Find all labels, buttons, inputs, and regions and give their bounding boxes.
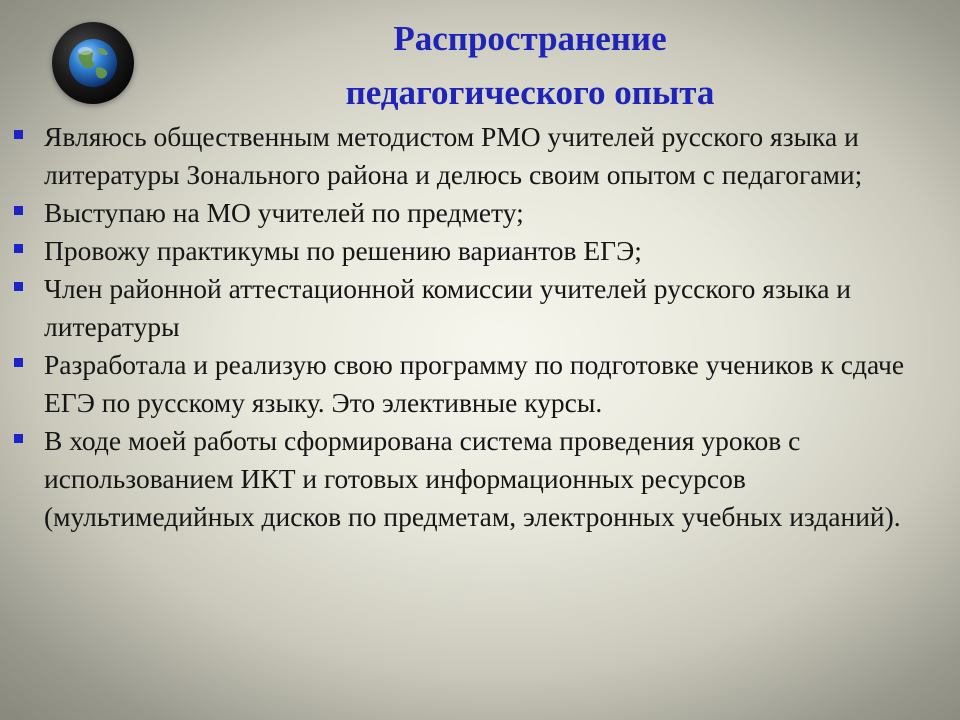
bullet-text: Провожу практикумы по решению вариантов ЕГЭ; bbox=[44, 235, 642, 266]
slide-title bbox=[240, 12, 820, 120]
list-item bbox=[12, 346, 952, 422]
bullet-square-icon bbox=[14, 244, 23, 253]
title-line-2: педагогического опыта bbox=[345, 73, 715, 112]
list-item bbox=[12, 118, 952, 194]
title-line-1: Распространение bbox=[393, 19, 667, 58]
list-item bbox=[12, 232, 952, 270]
globe-icon bbox=[52, 22, 134, 104]
bullet-text: Член районной аттестационной комиссии учителей русского языка и литературы bbox=[44, 273, 852, 342]
bullet-square-icon bbox=[14, 282, 23, 291]
bullet-square-icon bbox=[14, 358, 23, 367]
bullet-square-icon bbox=[14, 130, 23, 139]
list-item bbox=[12, 270, 952, 346]
bullet-list bbox=[12, 118, 952, 536]
bullet-text: В ходе моей работы сформирована система проведения уроков с использованием ИКТ и готовых информационных ресурсов (мультимедийных дисков по предметам, электронных учебных изданий). bbox=[44, 425, 901, 532]
list-item bbox=[12, 422, 952, 536]
bullet-square-icon bbox=[14, 434, 23, 443]
bullet-text: Выступаю на МО учителей по предмету; bbox=[44, 197, 524, 228]
list-item bbox=[12, 194, 952, 232]
bullet-text: Являюсь общественным методистом РМО учителей русского языка и литературы Зонального района и делюсь своим опытом с педагогами; bbox=[44, 121, 863, 190]
bullet-square-icon bbox=[14, 206, 23, 215]
bullet-text: Разработала и реализую свою программу по подготовке учеников к сдаче ЕГЭ по русскому языку. Это элективные курсы. bbox=[44, 349, 905, 418]
